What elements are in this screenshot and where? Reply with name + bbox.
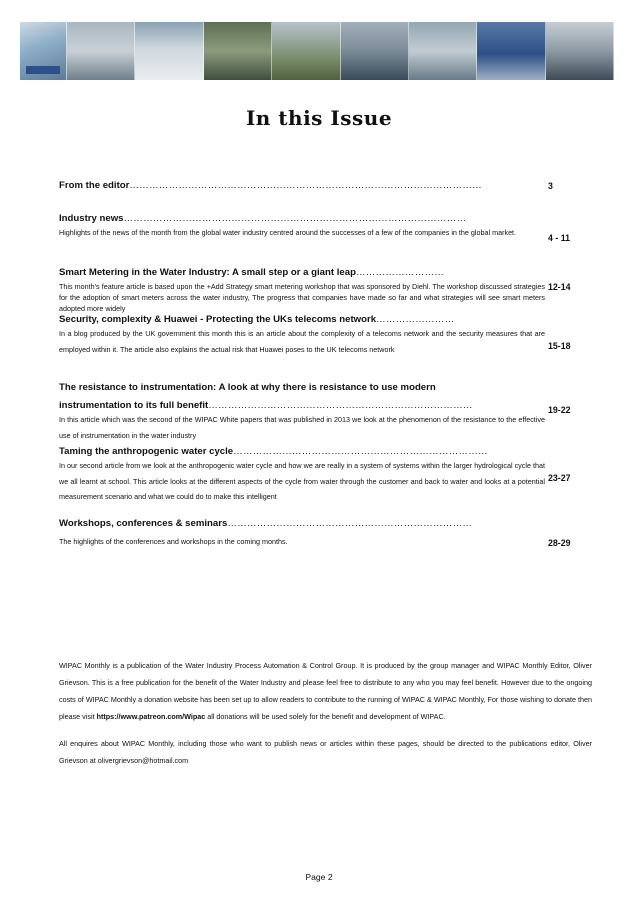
toc-description: In our second article from we look at the anthropogenic water cycle and how we are really in a system of systems within the larger hydrological cycle that we all learnt at school. This article looks at the different aspects of the cycle from water through the customer and back to water and looks at a potential measurement scenario and what we could do to make this intelligent [59, 461, 545, 501]
toc-leader: ……………………… [355, 267, 445, 278]
toc-description: Highlights of the news of the month from the global water industry centred around the successes of a few of the companies in the global market. [59, 228, 517, 237]
toc-entry-from-the-editor[interactable] [59, 180, 545, 191]
toc-description: In this article which was the second of the WIPAC White papers that was published in 2013 we look at the phenomenon of the resistance to the effective use of instrumentation in the water industry [59, 415, 545, 440]
toc-heading: Security, complexity & Huawei - Protecting the UKs telecoms network [59, 314, 377, 325]
banner-photo [67, 22, 135, 80]
toc-leader: …………………………………………………………………… [233, 446, 488, 457]
toc-description: The highlights of the conferences and workshops in the coming months. [59, 537, 288, 546]
toc-leader: ……………………………………………………………………………………………… [129, 180, 482, 191]
publication-info-paragraph: WIPAC Monthly is a publication of the Water Industry Process Automation & Control Group. It is produced by the group manager and WIPAC Monthly Editor, Oliver Grievson. This is a free publication for the benefit of the Water Industry and please feel free to distribute to any who you may feel benefit. However due to the ongoing costs of WIPAC Monthly a donation website has been set up to allow readers to contribute to the running of WIPAC & WIPAC Monthly, For those wishing to donate then please visit https://www.patreon.com/Wipac all donations will be used solely for the benefit and development of WIPAC. [59, 661, 592, 721]
toc-heading: Taming the anthropogenic water cycle [59, 446, 234, 457]
toc-leader: ……………………………………………………………………… [208, 400, 473, 411]
toc-page-number: 23-27 [548, 473, 571, 483]
banner-photo [341, 22, 409, 80]
banner-photo [546, 22, 614, 80]
banner-map-image [20, 22, 67, 80]
toc-entry-industry-news[interactable] [59, 213, 545, 241]
toc-entry-security[interactable] [59, 314, 545, 357]
toc-page-number: 28-29 [548, 538, 571, 548]
toc-description: This month's feature article is based upon the +Add Strategy smart metering workshop that was sponsored by Diehl. The workshop discussed strategies for the adoption of smart meters across the water industry, The progress that companies have made so far and what strategies will see smart meters adopted more widely [59, 282, 545, 313]
patreon-link[interactable]: https://www.patreon.com/Wipac [96, 712, 206, 721]
toc-page-number: 19-22 [548, 405, 571, 415]
toc-heading: Industry news [59, 213, 124, 224]
toc-page-number: 4 - 11 [548, 233, 571, 243]
toc-heading: Smart Metering in the Water Industry: A small step or a giant leap [59, 267, 356, 278]
toc-page-number: 12-14 [548, 282, 571, 292]
toc-description: In a blog produced by the UK government this month this is an article about the complexity of a telecoms network and the security measures that are employed within it. The article also explains the actual risk that Huawei poses to the UK telecoms network [59, 329, 545, 354]
wipac-logo [26, 66, 60, 74]
toc-entry-workshops[interactable] [59, 518, 545, 550]
page-title: In this Issue [245, 106, 393, 130]
toc-page-number: 15-18 [548, 341, 571, 351]
toc-leader: …………………… [376, 314, 455, 325]
toc-page-number: 3 [548, 181, 553, 191]
header-banner [20, 22, 614, 80]
toc-entry-smart-metering[interactable] [59, 267, 545, 314]
toc-leader: …………………………………………………………………………………………… [123, 213, 467, 224]
toc-entry-anthropogenic-water-cycle[interactable] [59, 446, 545, 505]
toc-heading: Workshops, conferences & seminars [59, 518, 228, 529]
page-number: Page 2 [305, 872, 333, 882]
enquiries-paragraph: All enquires about WIPAC Monthly, including those who want to publish news or articles within these pages, should be directed to the publications editor, Oliver Grievson at olivergrievson@hotmail.com [59, 739, 592, 765]
banner-photo [135, 22, 203, 80]
toc-heading: instrumentation to its full benefit [59, 400, 209, 411]
banner-photo [477, 22, 545, 80]
publication-info [59, 657, 592, 779]
banner-photo [409, 22, 477, 80]
toc-leader: ………………………………………………………………… [227, 518, 473, 529]
banner-photo [204, 22, 272, 80]
banner-photo [272, 22, 340, 80]
toc-heading: From the editor [59, 180, 130, 191]
toc-heading-line1: The resistance to instrumentation: A look at why there is resistance to use modern [59, 382, 436, 393]
toc-entry-resistance-to-instrumentation[interactable] [59, 382, 545, 443]
